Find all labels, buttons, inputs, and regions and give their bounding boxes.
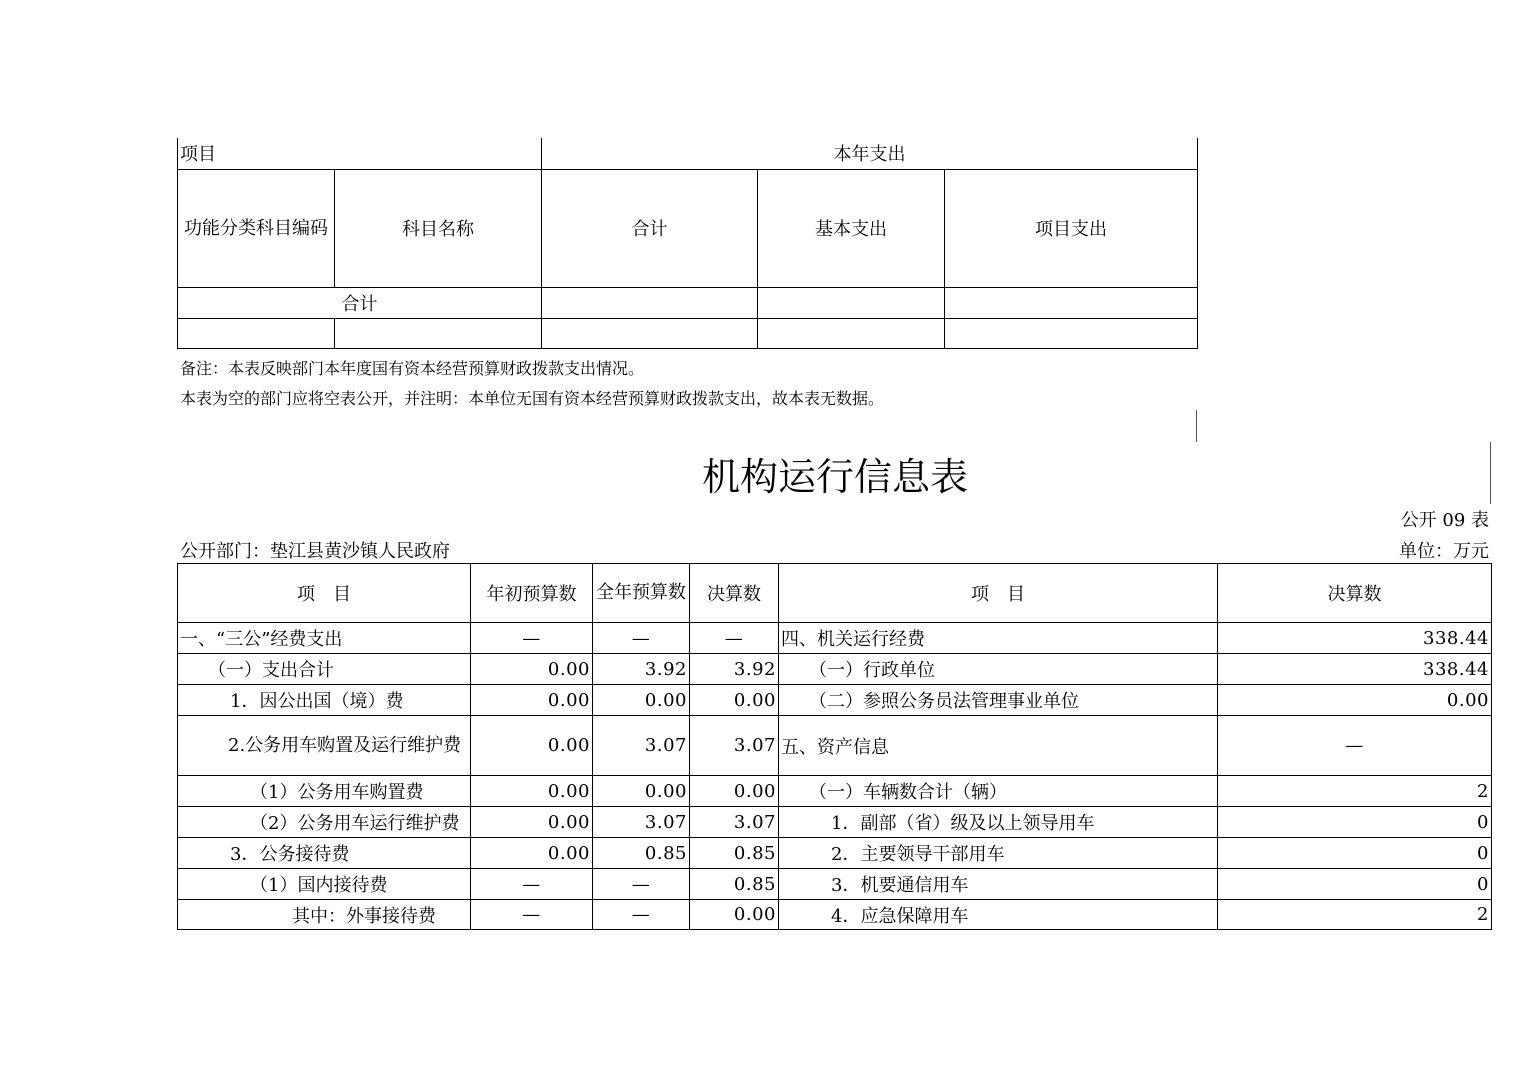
header-item-left: 项 目 bbox=[178, 564, 471, 623]
row-total-basic bbox=[758, 287, 945, 318]
empty-cell bbox=[178, 318, 335, 348]
row-budget-begin: — bbox=[471, 869, 593, 900]
institution-operation-table bbox=[177, 563, 1492, 930]
department: 公开部门：垫江县黄沙镇人民政府 bbox=[180, 541, 450, 562]
table-code: 公开 09 表 bbox=[1400, 510, 1489, 531]
empty-cell bbox=[335, 318, 542, 348]
unit: 单位：万元 bbox=[1399, 541, 1489, 562]
row-item: 其中：外事接待费 bbox=[178, 900, 471, 930]
row-final: — bbox=[690, 623, 779, 654]
empty-cell bbox=[542, 318, 758, 348]
row-budget-full: — bbox=[593, 900, 690, 930]
row-budget-full: 3.92 bbox=[593, 654, 690, 685]
row-right-item: （二）参照公务员法管理事业单位 bbox=[779, 685, 1218, 716]
col-total: 合计 bbox=[542, 169, 758, 287]
row-right-final: 0 bbox=[1218, 869, 1492, 900]
divider-line bbox=[1196, 410, 1197, 442]
row-right-item: 2．主要领导干部用车 bbox=[779, 838, 1218, 869]
row-final: 0.00 bbox=[690, 900, 779, 930]
header-final-right: 决算数 bbox=[1218, 564, 1492, 623]
row-final: 0.00 bbox=[690, 776, 779, 807]
col-basic-expense: 基本支出 bbox=[758, 169, 945, 287]
row-item: 3．公务接待费 bbox=[178, 838, 471, 869]
row-right-item: 1．副部（省）级及以上领导用车 bbox=[779, 807, 1218, 838]
table-body bbox=[178, 623, 1492, 930]
row-item: （一）支出合计 bbox=[178, 654, 471, 685]
row-total-label: 合计 bbox=[178, 287, 542, 318]
row-total-sum bbox=[542, 287, 758, 318]
row-right-final: 338.44 bbox=[1218, 654, 1492, 685]
row-right-item: 五、资产信息 bbox=[779, 716, 1218, 776]
row-final: 3.92 bbox=[690, 654, 779, 685]
divider-line bbox=[1490, 442, 1491, 504]
empty-cell bbox=[758, 318, 945, 348]
row-right-final: 0.00 bbox=[1218, 685, 1492, 716]
row-item: 1．因公出国（境）费 bbox=[178, 685, 471, 716]
row-final: 0.00 bbox=[690, 685, 779, 716]
row-budget-begin: 0.00 bbox=[471, 838, 593, 869]
row-budget-begin: 0.00 bbox=[471, 654, 593, 685]
row-budget-full: — bbox=[593, 623, 690, 654]
col-subject-name: 科目名称 bbox=[335, 169, 542, 287]
row-final: 0.85 bbox=[690, 838, 779, 869]
table-row bbox=[178, 776, 1492, 807]
row-budget-begin: 0.00 bbox=[471, 716, 593, 776]
table-row bbox=[178, 654, 1492, 685]
header-year-expense: 本年支出 bbox=[542, 138, 1198, 169]
table-row bbox=[178, 838, 1492, 869]
table-row bbox=[178, 716, 1492, 776]
col-project-expense: 项目支出 bbox=[945, 169, 1198, 287]
row-right-item: 四、机关运行经费 bbox=[779, 623, 1218, 654]
table-row bbox=[178, 623, 1492, 654]
row-budget-full: 3.07 bbox=[593, 807, 690, 838]
table-row bbox=[178, 807, 1492, 838]
row-right-final: 0 bbox=[1218, 807, 1492, 838]
row-right-final: 0 bbox=[1218, 838, 1492, 869]
row-total-project bbox=[945, 287, 1198, 318]
row-budget-full: 0.00 bbox=[593, 685, 690, 716]
row-right-item: 4．应急保障用车 bbox=[779, 900, 1218, 930]
empty-cell bbox=[945, 318, 1198, 348]
row-right-final: 2 bbox=[1218, 776, 1492, 807]
row-budget-begin: 0.00 bbox=[471, 685, 593, 716]
page-title: 机构运行信息表 bbox=[701, 455, 968, 499]
row-item: 2.公务用车购置及运行维护费 bbox=[178, 716, 471, 776]
row-budget-full: 0.85 bbox=[593, 838, 690, 869]
row-budget-begin: — bbox=[471, 900, 593, 930]
row-right-item: （一）车辆数合计（辆） bbox=[779, 776, 1218, 807]
col-function-code: 功能分类科目编码 bbox=[178, 169, 335, 287]
header-budget-begin: 年初预算数 bbox=[471, 564, 593, 623]
row-right-final: 2 bbox=[1218, 900, 1492, 930]
row-budget-begin: 0.00 bbox=[471, 807, 593, 838]
header-item: 项目 bbox=[178, 138, 542, 169]
row-right-item: 3．机要通信用车 bbox=[779, 869, 1218, 900]
table-row bbox=[178, 869, 1492, 900]
table-row bbox=[178, 685, 1492, 716]
row-final: 3.07 bbox=[690, 716, 779, 776]
header-budget-full: 全年预算数 bbox=[593, 564, 690, 623]
row-budget-full: — bbox=[593, 869, 690, 900]
row-item: （1）国内接待费 bbox=[178, 869, 471, 900]
row-item: 一、“三公”经费支出 bbox=[178, 623, 471, 654]
state-capital-expense-table bbox=[177, 138, 1198, 349]
note-line-1: 备注：本表反映部门本年度国有资本经营预算财政拨款支出情况。 bbox=[180, 359, 645, 378]
row-budget-full: 3.07 bbox=[593, 716, 690, 776]
row-final: 3.07 bbox=[690, 807, 779, 838]
row-right-final: — bbox=[1218, 716, 1492, 776]
row-item: （2）公务用车运行维护费 bbox=[178, 807, 471, 838]
header-final-left: 决算数 bbox=[690, 564, 779, 623]
row-budget-full: 0.00 bbox=[593, 776, 690, 807]
note-line-2: 本表为空的部门应将空表公开，并注明：本单位无国有资本经营预算财政拨款支出，故本表无数据。 bbox=[180, 389, 885, 408]
row-item: （1）公务用车购置费 bbox=[178, 776, 471, 807]
header-item-right: 项 目 bbox=[779, 564, 1218, 623]
row-right-item: （一）行政单位 bbox=[779, 654, 1218, 685]
table-row bbox=[178, 900, 1492, 930]
row-budget-begin: 0.00 bbox=[471, 776, 593, 807]
row-right-final: 338.44 bbox=[1218, 623, 1492, 654]
row-budget-begin: — bbox=[471, 623, 593, 654]
row-final: 0.85 bbox=[690, 869, 779, 900]
